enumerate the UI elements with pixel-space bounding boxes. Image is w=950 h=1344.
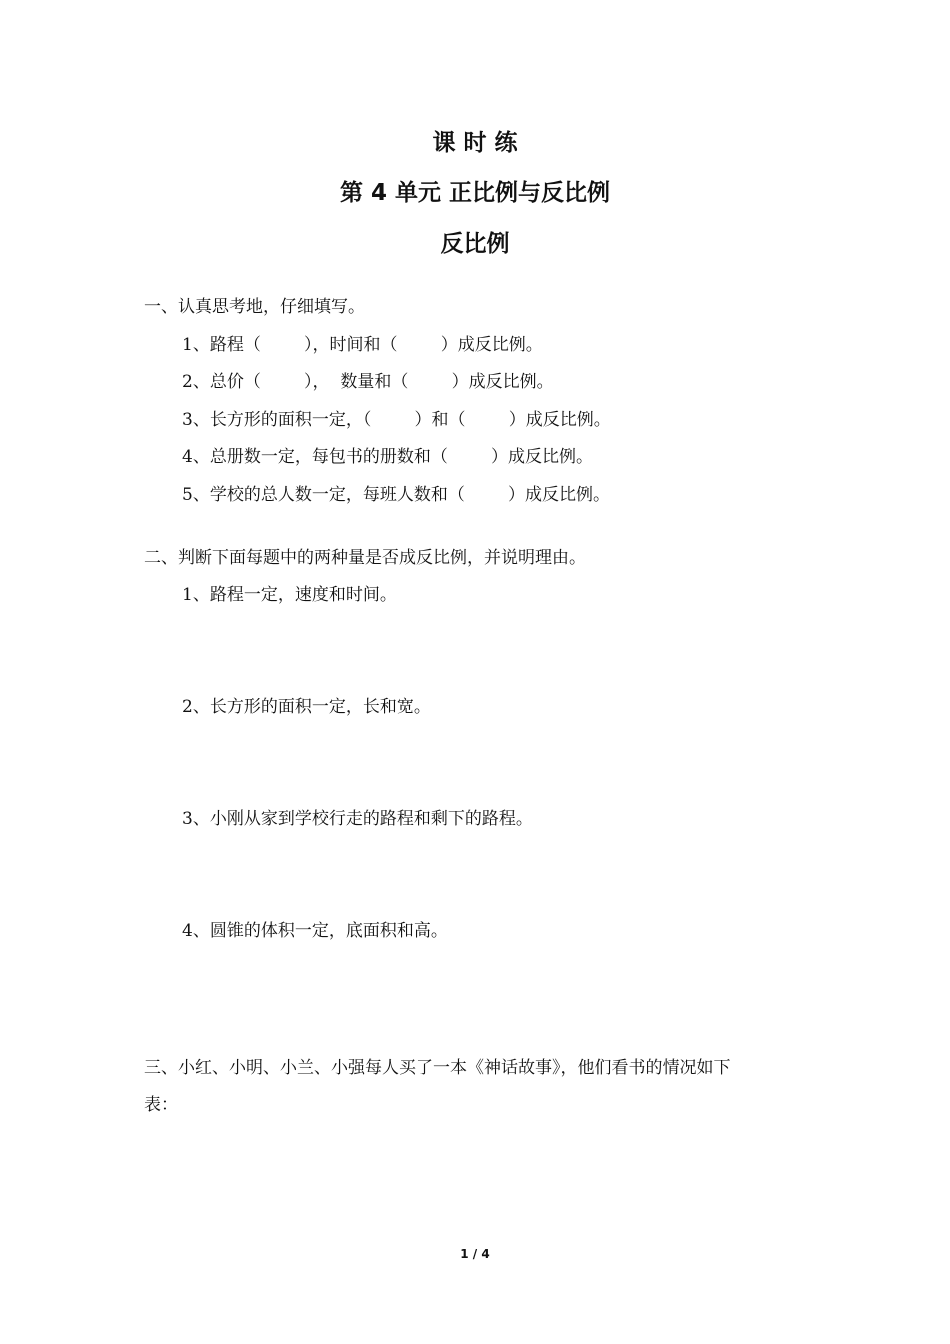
doc-title: 课 时 练 [432, 130, 518, 156]
section2-item: 4、圆锥的体积一定，底面积和高。 [182, 921, 448, 941]
section1-item: 2、总价（ ）， 数量和（ ）成反比例。 [182, 372, 554, 392]
section2-item: 2、长方形的面积一定，长和宽。 [182, 697, 431, 717]
section1-item: 1、路程（ ），时间和（ ）成反比例。 [182, 335, 543, 355]
lesson-title: 反比例 [440, 231, 510, 257]
section2-item: 1、路程一定，速度和时间。 [182, 585, 397, 605]
section3-heading-line2: 表： [144, 1095, 178, 1115]
section3-heading-line1: 三、小红、小明、小兰、小强每人买了一本《神话故事》，他们看书的情况如下 [144, 1058, 731, 1078]
page-number: 1 / 4 [460, 1247, 490, 1261]
unit-title: 第 4 单元 正比例与反比例 [339, 180, 611, 206]
section1-heading: 一、认真思考地，仔细填写。 [144, 297, 365, 317]
section1-item: 5、学校的总人数一定，每班人数和（ ）成反比例。 [182, 485, 611, 505]
section2-item: 3、小刚从家到学校行走的路程和剩下的路程。 [182, 809, 533, 829]
section1-item: 4、总册数一定，每包书的册数和（ ）成反比例。 [182, 447, 594, 467]
section1-item: 3、长方形的面积一定，（ ）和（ ）成反比例。 [182, 410, 611, 430]
section2-heading: 二、判断下面每题中的两种量是否成反比例，并说明理由。 [144, 548, 586, 568]
